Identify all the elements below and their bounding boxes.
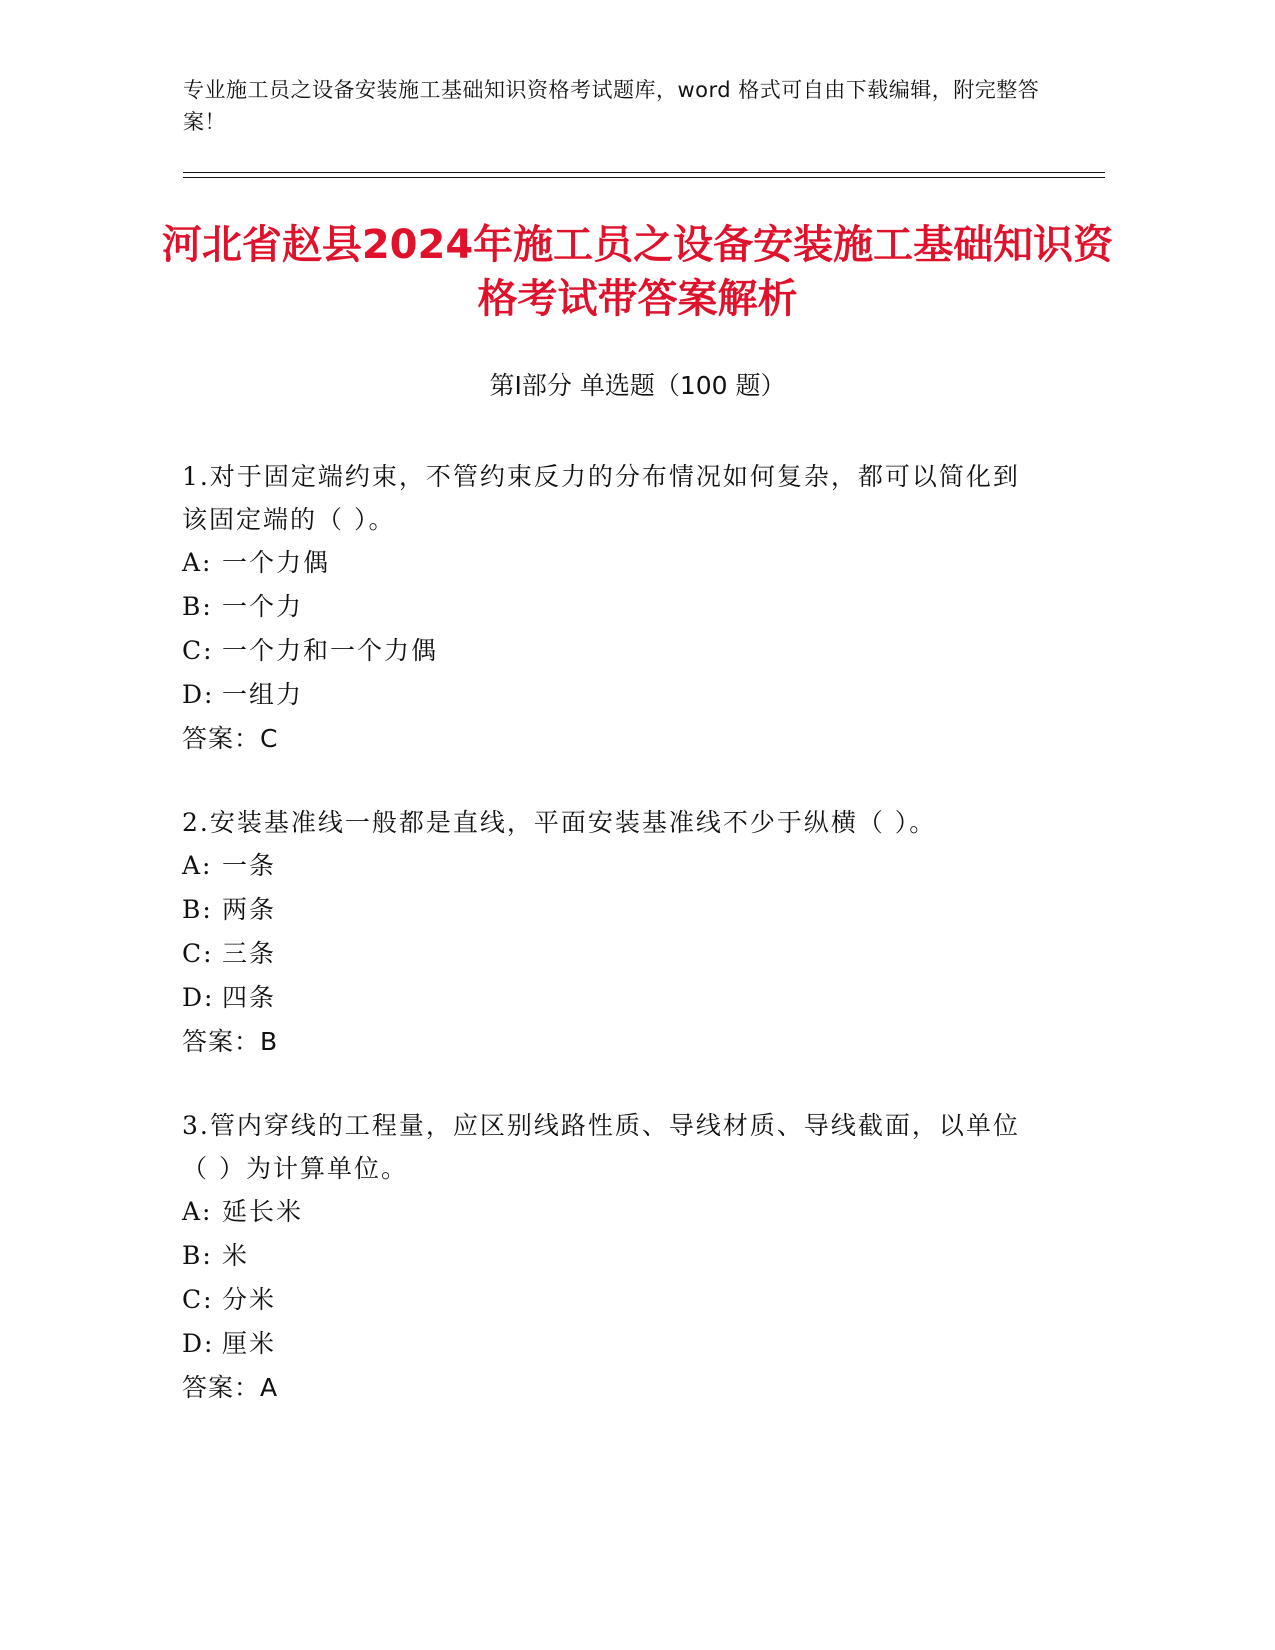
option-c bbox=[182, 932, 1042, 976]
option-key: D: bbox=[182, 680, 215, 709]
question-stem: 2.安装基准线一般都是直线，平面安装基准线不少于纵横（ ）。 bbox=[182, 808, 937, 837]
option-text: 三条 bbox=[222, 939, 277, 968]
option-text: 一个力和一个力偶 bbox=[222, 636, 439, 665]
option-key: B: bbox=[182, 895, 213, 924]
document-title: 河北省赵县2024年施工员之设备安装施工基础知识资格考试带答案解析 bbox=[161, 222, 1114, 322]
option-text: 一组力 bbox=[222, 680, 304, 709]
question-list bbox=[182, 455, 1042, 1450]
option-key: C: bbox=[182, 636, 214, 665]
option-key: D: bbox=[182, 1329, 215, 1358]
answer-line: 答案：C bbox=[182, 724, 279, 753]
option-key: C: bbox=[182, 1285, 214, 1314]
option-a bbox=[182, 844, 1042, 888]
option-d bbox=[182, 673, 1042, 717]
option-c bbox=[182, 629, 1042, 673]
option-a bbox=[182, 541, 1042, 585]
question-3 bbox=[182, 1104, 1042, 1410]
option-key: A: bbox=[182, 1197, 213, 1226]
option-key: C: bbox=[182, 939, 214, 968]
option-text: 延长米 bbox=[222, 1197, 304, 1226]
option-key: B: bbox=[182, 592, 213, 621]
option-key: D: bbox=[182, 983, 215, 1012]
option-key: A: bbox=[182, 548, 213, 577]
option-text: 两条 bbox=[222, 895, 277, 924]
option-text: 一条 bbox=[222, 851, 277, 880]
question-stem: 3.管内穿线的工程量，应区别线路性质、导线材质、导线截面，以单位（ ）为计算单位。 bbox=[182, 1111, 1020, 1183]
section-title: 第Ⅰ部分 单选题（100 题） bbox=[489, 371, 786, 400]
answer-line: 答案：A bbox=[182, 1373, 279, 1402]
option-b bbox=[182, 585, 1042, 629]
header-rule-bottom bbox=[183, 177, 1105, 178]
question-1 bbox=[182, 455, 1042, 761]
option-key: B: bbox=[182, 1241, 213, 1270]
option-text: 厘米 bbox=[222, 1329, 277, 1358]
answer-line: 答案：B bbox=[182, 1027, 279, 1056]
option-b bbox=[182, 888, 1042, 932]
option-b bbox=[182, 1234, 1042, 1278]
question-stem: 1.对于固定端约束，不管约束反力的分布情况如何复杂，都可以简化到该固定端的（ ）。 bbox=[182, 462, 1020, 534]
option-d bbox=[182, 976, 1042, 1020]
header-rule-top bbox=[183, 172, 1105, 173]
option-a bbox=[182, 1190, 1042, 1234]
option-text: 分米 bbox=[222, 1285, 277, 1314]
option-d bbox=[182, 1322, 1042, 1366]
option-text: 一个力偶 bbox=[222, 548, 331, 577]
option-key: A: bbox=[182, 851, 213, 880]
option-text: 米 bbox=[222, 1241, 250, 1270]
header-note: 专业施工员之设备安装施工基础知识资格考试题库，word 格式可自由下载编辑，附完整答案！ bbox=[183, 78, 1040, 134]
question-2 bbox=[182, 801, 1042, 1064]
option-c bbox=[182, 1278, 1042, 1322]
option-text: 四条 bbox=[222, 983, 277, 1012]
option-text: 一个力 bbox=[222, 592, 304, 621]
